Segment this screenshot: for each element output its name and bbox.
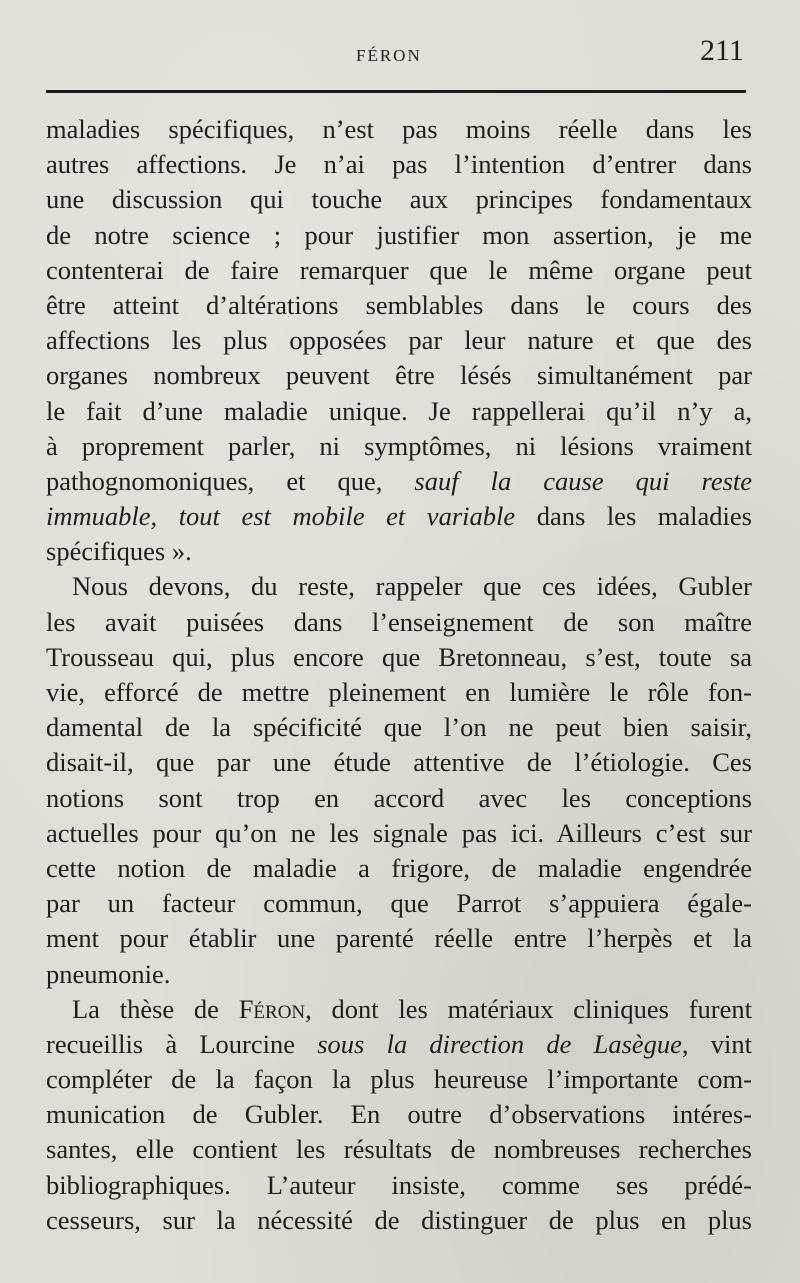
text-line: les avait puisées dans l’enseignement de son maître <box>46 606 752 637</box>
text-line: Trousseau qui, plus encore que Bretonneau, s’est, toute sa <box>46 641 752 672</box>
text-line: le fait d’une maladie unique. Je rappellerai qu’il n’y a, <box>46 395 752 426</box>
text-line: pneumonie. <box>46 958 171 989</box>
text-line: notions sont trop en accord avec les conceptions <box>46 782 752 813</box>
text-line: organes nombreux peuvent être lésés simultanément par <box>46 360 752 391</box>
text-line: autres affections. Je n’ai pas l’intention d’entrer dans <box>46 149 752 180</box>
text-line: affections les plus opposées par leur nature et que des <box>46 325 752 356</box>
text-run: recueillis à Lourcine <box>46 1028 318 1059</box>
text-line: cette notion de maladie a frigore, de maladie engendrée <box>46 852 752 883</box>
page-number: 211 <box>700 34 744 67</box>
text-line: spécifiques ». <box>46 536 192 567</box>
text-line: bibliographiques. L’auteur insiste, comme ses prédé- <box>46 1169 752 1200</box>
italic-run: sauf la cause qui reste <box>414 465 753 496</box>
text-line: munication de Gubler. En outre d’observations intéres- <box>46 1099 752 1130</box>
running-title: FÉRON <box>356 46 422 65</box>
text-line-mixed <box>46 499 752 534</box>
text-line: ment pour établir une parenté réelle entre l’herpès et la <box>46 923 752 954</box>
text-run: , dont les matériaux cliniques furent <box>305 993 752 1024</box>
text-line: de notre science ; pour justifier mon assertion, je me <box>46 219 752 250</box>
running-head <box>0 34 800 74</box>
italic-run: immuable, tout est mobile et variable <box>46 501 516 532</box>
text-line: cesseurs, sur la nécessité de distinguer de plus en plus <box>46 1204 752 1235</box>
text-run: La thèse de <box>72 993 239 1024</box>
paragraph-start-line: Nous devons, du reste, rappeler que ces idées, Gubler <box>72 571 752 602</box>
header-rule <box>46 90 746 93</box>
author-name-small-caps: Féron <box>238 993 306 1024</box>
text-line: santes, elle contient les résultats de nombreuses recherches <box>46 1134 752 1165</box>
text-line: à proprement parler, ni symptômes, ni lésions vraiment <box>46 430 752 461</box>
text-run: , vint <box>681 1028 753 1059</box>
paragraph-start-line <box>46 992 752 1027</box>
text-line: par un facteur commun, que Parrot s’appuiera égale- <box>46 888 752 919</box>
text-line: contenterai de faire remarquer que le même organe peut <box>46 254 752 285</box>
text-line-mixed <box>46 464 752 499</box>
text-line-mixed <box>46 1027 752 1062</box>
text-line: disait-il, que par une étude attentive de l’étiologie. Ces <box>46 747 752 778</box>
text-line: maladies spécifiques, n’est pas moins réelle dans les <box>46 114 752 144</box>
text-line: vie, efforcé de mettre pleinement en lumière le rôle fon- <box>46 677 752 707</box>
text-line: actuelles pour qu’on ne les signale pas ici. Ailleurs c’est sur <box>46 817 752 848</box>
text-line: damental de la spécificité que l’on ne peut bien saisir, <box>46 712 752 743</box>
text-line: une discussion qui touche aux principes fondamentaux <box>46 184 752 215</box>
italic-run: sous la direction de Lasègue <box>317 1028 682 1059</box>
body-text <box>46 112 752 1238</box>
text-line: être atteint d’altérations semblables dans le cours des <box>46 289 752 320</box>
text-run: pathognomoniques, et que, <box>46 465 383 496</box>
text-line: compléter de la façon la plus heureuse l’importante com- <box>46 1064 752 1095</box>
text-run: dans les maladies <box>536 501 752 532</box>
